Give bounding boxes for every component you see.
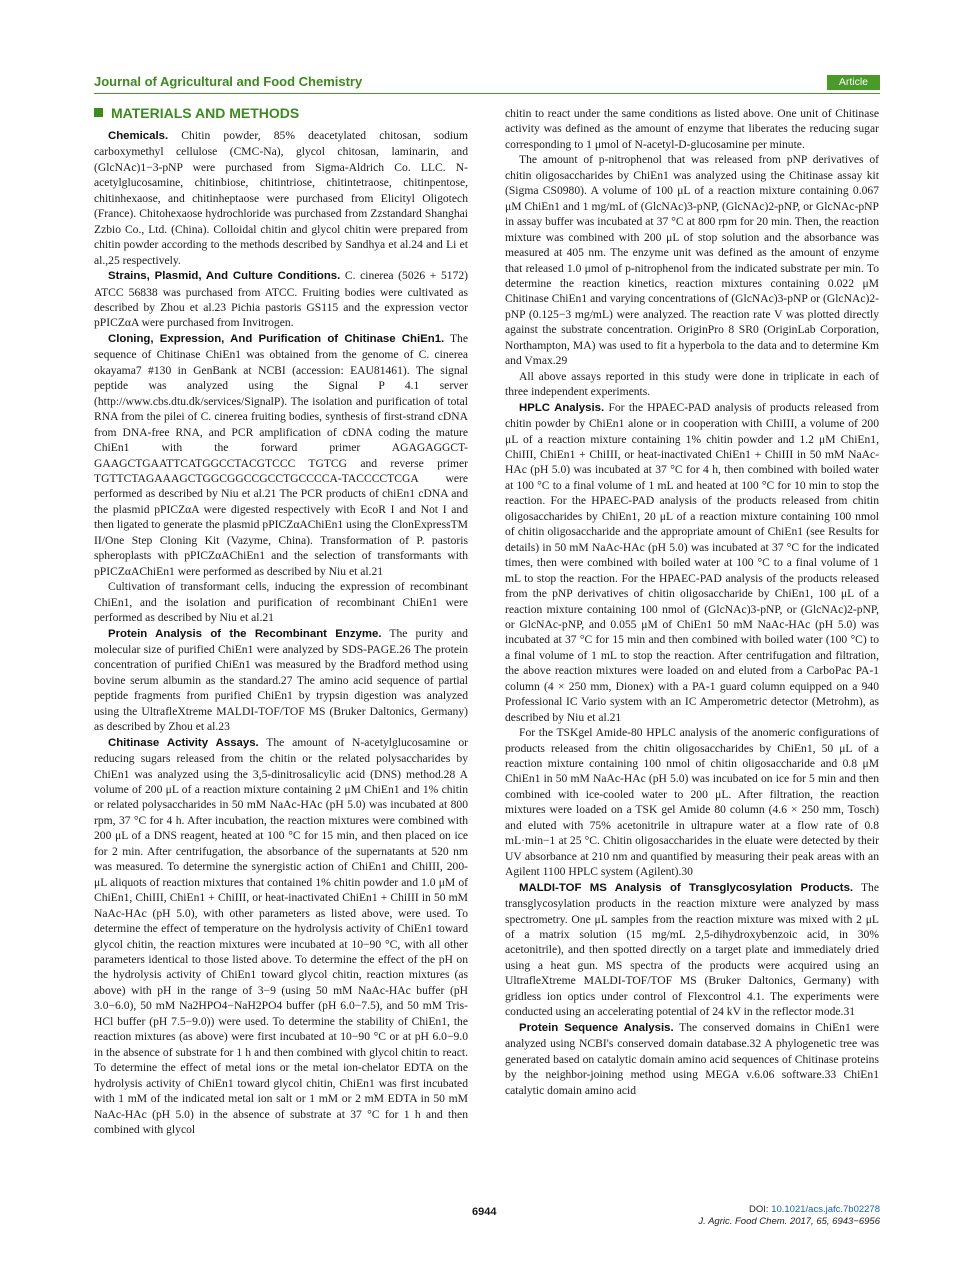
paragraph-text: C. cinerea (5026 + 5172) ATCC 56838 was purchased from ATCC. Fruiting bodies were cultivated as described by Zhou et al.23 Pichia pastoris GS115 and the expression vector pPICZαA were purchased from Invitrogen. [94,269,468,330]
paragraph-text: Cultivation of transformant cells, inducing the expression of recombinant ChiEn1, and the isolation and purification of recombinant ChiEn1 were performed as described by Niu et al.21 [94,580,468,625]
footer-citation [698,1204,880,1228]
paragraph [94,735,468,1138]
paragraph-heading: MALDI-TOF MS Analysis of Transglycosylation Products. [519,881,854,894]
paragraph [94,128,468,268]
paragraph-text: All above assays reported in this study were done in triplicate in each of three independent experiments. [505,369,879,399]
doi-label: DOI: [749,1204,772,1215]
paragraph-text: The amount of p-nitrophenol that was released from pNP derivatives of chitin oligosaccharides by ChiEn1 was analyzed using the Chitinase assay kit (Sigma CS0980). A volume of 100 μL of a reaction mixture containing 0.067 μM ChiEn1 and 1 mg/mL of (GlcNAc)3-pNP, (GlcNAc)2-pNP, or GlcNAc-pNP in assay buffer was incubated at 37 °C at 800 rpm for 20 min. Then, the reaction mixture was combined with 200 μL of stop solution and the absorbance was measured at 405 nm. The enzyme unit was defined as the amount of enzyme that released 1.0 μmol of p-nitrophenol from the indicated substrate per min. To determine the reaction kinetics, reaction mixtures containing 0.022 μM Chitinase ChiEn1 and varying concentrations of (GlcNAc)3-pNP or (GlcNAc)2-pNP (0.125−3 mg/mL) were analyzed. The reaction rate V was plotted directly against the substrate concentration. OriginPro 8 SR0 (OriginLab Corporation, Northampton, MA) was used to fit a hyperbola to the data and to determine Km and Vmax.29 [505,153,879,368]
paragraph-text: The transglycosylation products in the reaction mixture were analyzed by mass spectrometry. One μL samples from the reaction mixture was mixed with 2 μL of a matrix solution (15 mg/mL 2,5-dihydroxybenzoic acid, in 30% acetonitrile), and then spotted directly on a target plate and immediately dried using a heat gun. MS spectra of the products were acquired using an UltrafleXtreme MALDI-TOF/TOF MS (Bruker Daltonics, Germany) with gridless ion optics under control of Flexcontrol 4.1. The experiments were conducted using an accelerating potential of 24 kV in the reflector mode.31 [505,880,879,1019]
paragraph-heading: Protein Analysis of the Recombinant Enzyme. [108,627,382,640]
article-type-badge: Article [827,75,880,90]
paragraph-text: For the TSKgel Amide-80 HPLC analysis of the anomeric configurations of products released from the chitin oligosaccharides by ChiEn1, 50 μL of a reaction mixture containing 100 nmol of chitin oligosaccharide and 0.8 μM ChiEn1 in 50 mM NaAc-HAc (pH 5.0) was incubated on ice for 5 min and then combined with ice-cooled water to 200 μL. After filtration, the reaction mixtures were loaded on a TSK gel Amide 80 column (4.6 × 250 mm, Tosch) and eluted with 75% acetonitrile in ultrapure water at a flow rate of 0.8 mL·min−1 at 25 °C. Chitin oligosaccharides in the eluate were detected by their UV absorbance at 210 nm and quantified by measuring their peak areas with an Agilent 1100 HPLC system (Agilent).30 [505,726,879,879]
right-column [505,106,879,1192]
paragraph-heading: HPLC Analysis. [519,401,605,414]
paragraph-text: The purity and molecular size of purified ChiEn1 were analyzed by SDS-PAGE.26 The protein concentration of purified ChiEn1 was measured by the Bradford method using bovine serum albumin as the standard.27 The amino acid sequence of partial peptide fragments from purified ChiEn1 by trypsin digestion was analyzed using the UltrafleXtreme MALDI-TOF/TOF MS (Bruker Daltonics, Germany) as described by Zhou et al.23 [94,626,468,734]
paragraph-text: Chitin powder, 85% deacetylated chitosan, sodium carboxymethyl cellulose (CMC-Na), glycol chitosan, laminarin, and (GlcNAc)1−3-pNP were purchased from Sigma-Aldrich Co. LLC. N-acetylglucosamine, chitinbiose, chitintriose, chitintetraose, chitinpentose, chitinhexaose, and chitinheptaose were purchased from Elicityl Oligotech (France). Chitohexaose hydrochloride was purchased from Zzstandard Shanghai Zzbio Co., Ltd. (China). Colloidal chitin and glycol chitin were prepared from chitin powder according to the methods described by Sandhya et al.24 and Li et al.,25 respectively. [94,129,468,267]
journal-name: Journal of Agricultural and Food Chemistry [94,74,363,89]
paragraph-heading: Protein Sequence Analysis. [519,1021,674,1034]
doi-link[interactable]: 10.1021/acs.jafc.7b02278 [771,1204,880,1215]
paragraph-heading: Chemicals. [108,130,169,142]
journal-citation: J. Agric. Food Chem. 2017, 65, 6943−6956 [698,1216,880,1227]
paragraph-heading: Chitinase Activity Assays. [108,736,259,749]
paragraph-text: For the HPAEC-PAD analysis of products released from chitin powder by ChiEn1 alone or in cooperation with ChiIII, a volume of 200 μL of a reaction mixture containing 1% chitin powder and 1.2 μM ChiEn1, ChiIII, ChiEn1 + ChiIII, or heat-inactivated ChiEn1 + ChiIII in 50 mM NaAc-HAc (pH 5.0) was incubated at 37 °C for 4 h, then combined with boiled water at 100 °C to a final volume of 1 mL and heated at 100 °C for 10 min to stop the reaction. For the HPAEC-PAD analysis of the products released from chitin oligosaccharides by ChiEn1, 20 μL of a reaction mixture containing 100 nmol of chitin oligosaccharide and the appropriate amount of ChiEn1 (see Results for details) in 50 mM NaAc-HAc (pH 5.0) was incubated at 37 °C for the indicated times, then were combined with boiled water at 100 °C to a final volume of 1 mL to stop the reaction. For the HPAEC-PAD analysis of the products released from the pNP derivatives of chitin oligosaccharide by ChiEn1, 100 μL of a reaction mixture containing 100 nmol of (GlcNAc)3-pNP, or (GlcNAc)2-pNP, or GlcNAc-pNP, and 0.055 μM of ChiEn1 50 mM NaAc-HAc (pH 5.0) was incubated at 37 °C for 15 min and then combined with boiled water (100 °C) to a final volume of 1 mL to stop the reaction. After centrifugation and filtration, the above reaction mixtures were loaded on and eluted from a CarboPac PA-1 column (4 × 250 mm, Dionex) with a PA-1 guard column equipped on a 940 Professional IC Vario system with an IC Amperometric detector (Metrohm), as described by Niu et al.21 [505,400,879,724]
header-rule [94,93,880,94]
paragraph [505,369,879,400]
paragraph-text: chitin to react under the same conditions as listed above. One unit of Chitinase activity was defined as the amount of enzyme that liberates the reducing sugar corresponding to 1 μmol of N-acetyl-D-glucosamine per minute. [505,107,879,151]
paragraph [505,400,879,726]
running-header [94,74,880,94]
paragraph-heading: Cloning, Expression, And Purification of Chitinase ChiEn1. [108,332,445,345]
page-number: 6944 [472,1206,497,1218]
section-heading [94,104,468,122]
paragraph [94,579,468,625]
paragraph-text: The sequence of Chitinase ChiEn1 was obtained from the genome of C. cinerea okayama7 #130 in GenBank at NCBI (accession: EAU81461). The signal peptide was analyzed using the Signal P 4.1 server (http://www.cbs.dtu.dk/services/SignalP). The isolation and purification of total RNA from the pilei of C. cinerea fruiting bodies, synthesis of first-strand cDNA from DNA-free RNA, and PCR amplification of cDNA coding the mature ChiEn1 with the forward primer AGAGAGGCT-GAAGCTGAATTCATGGCCTACGTCCC TGTCG and reverse primer TGTTCTAGAAAGCTGGCGGCCGCCTGCCCCA-TACCCCTCGA were performed as described by Niu et al.21 The PCR products of chiEn1 cDNA and the plasmid pPICZαA were digested respectively with EcoR I and Not I and then ligated to generate the plasmid pPICZαAChiEn1 using the ClonExpressTM II/One Step Cloning Kit (Vazyme, China). Transformation of P. pastoris spheroplasts with pPICZαAChiEn1 and the selection of transformants with pPICZαAChiEn1 were performed as described by Niu et al.21 [94,331,468,578]
paragraph-heading: Strains, Plasmid, And Culture Conditions. [108,270,341,283]
paragraph [94,331,468,579]
paragraph [505,152,879,368]
paragraph-text: The amount of N-acetylglucosamine or reducing sugars released from the chitin or the related polysaccharides by ChiEn1 was analyzed using the 3,5-dinitrosalicylic acid (DNS) method.28 A volume of 200 μL of a reaction mixture containing 2 μM ChiEn1 and 1% chitin or related polysaccharides in 50 mM NaAc-HAc (pH 5.0) was incubated at 800 rpm, 37 °C for 4 h. After incubation, the reaction mixtures were combined with 200 μL of a DNS reagent, heated at 100 °C for 15 min, and then placed on ice for 2 min. After centrifugation, the absorbance of the supernatants at 520 nm was measured. To determine the synergistic action of ChiEn1 and ChiIII, 200-μL aliquots of reaction mixtures that contained 1% chitin powder and 1.0 μM of ChiEn1, ChiIII, ChiEn1 + ChiIII, or heat-inactivated ChiEn1 + ChiIII in 50 mM NaAc-HAc (pH 5.0), with other parameters as listed above, were used. To determine the effect of temperature on the hydrolysis activity of ChiEn1 toward glycol chitin, the reaction mixtures were incubated at 10−90 °C, with all other parameters identical to those listed above. To determine the effect of the pH on the hydrolysis activity of ChiEn1 toward glycol chitin, reaction mixtures (as above) with pH in the range of 3−9 (using 50 mM NaAc-HAc buffer (pH 3.0−6.0), 50 mM Na2HPO4−NaH2PO4 buffer (pH 6.0−7.5), and 50 mM Tris-HCl buffer (pH 7.5−9.0)) were used. To determine the stability of ChiEn1, the reaction mixtures (as above) were first incubated at 10−90 °C or at pH 6.0−9.0 in the absence of substrate for 1 h and then combined with glycol chitin to react. To determine the effect of metal ions or the metal ion-chelator EDTA on the hydrolysis activity of ChiEn1 toward glycol chitin, ChiEn1 was first incubated with 1 mM of the indicated metal ion salt or 1 mM or 2 mM EDTA in 50 mM NaAc-HAc (pH 5.0) in the absence of substrate at 37 °C for 1 h and then combined with glycol [94,735,468,1136]
paragraph [94,626,468,735]
left-column [94,104,468,1190]
paragraph [505,106,879,152]
paragraph [94,268,468,331]
square-bullet-icon [94,108,103,117]
paragraph-text: The conserved domains in ChiEn1 were analyzed using NCBI's conserved domain database.32 A phylogenetic tree was generated based on catalytic domain amino acid sequences of Chitinase proteins by the neighbor-joining method using MEGA v.6.06 software.33 ChiEn1 catalytic domain amino acid [505,1020,879,1097]
paragraph [505,725,879,880]
section-title: MATERIALS AND METHODS [111,105,300,121]
paragraph [505,1020,879,1098]
paragraph [505,880,879,1020]
